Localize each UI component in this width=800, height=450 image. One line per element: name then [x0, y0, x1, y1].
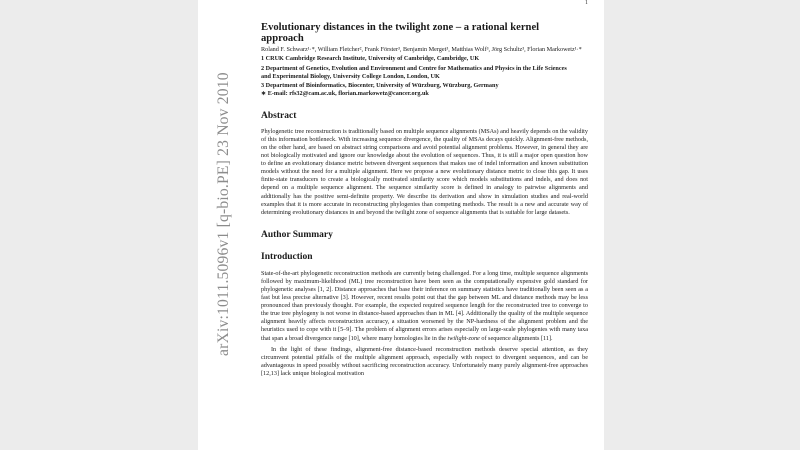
paper-content	[261, 22, 591, 378]
contact-email: ∗ E-mail: rfs32@cam.ac.uk, florian.markowetz@cancer.org.uk	[261, 90, 429, 98]
intro-p1-tail: of sequence alignments [11].	[479, 334, 553, 342]
abstract-heading: Abstract	[261, 110, 297, 121]
author-summary-heading: Author Summary	[261, 229, 333, 240]
intro-p1-text: State-of-the-art phylogenetic reconstruction methods are currently being challenged. For a long time, multiple sequence alignments followed by maximum-likelihood (ML) tree reconstruction have been seen as the computationally expensive gold standard for phylogenetic analyses [1, 2]. Distance approaches that base their inference on summary statistics have traditionally been seen as a fast but less precise alternative [3]. However, recent results point out that the gap between ML and distance methods may be less pronounced than previously thought. For example, the expected required sequence length for the reconstructed tree to converge to the true tree phylogeny is not worse in distance-based approaches than in ML [4]. Additionally the quality of the multiple sequence alignment heavily affects reconstruction accuracy, a situation worsened by the NP-hardness of the alignment problem and the heuristics used to cope with it [5–9]. The problem of alignment errors arises especially on large-scale phylogenies with many taxa that span a broad divergence range [10], where many homologies lie in the	[261, 269, 588, 342]
paper-title: Evolutionary distances in the twilight zone – a rational kernel approach	[261, 22, 540, 44]
intro-p1-italic: twilight-zone	[447, 334, 480, 342]
author-list: Roland F. Schwarz¹·*, William Fletcher², Frank Förster³, Benjamin Merget³, Matthias Wolf³, Jörg Schultz³, Florian Markowetz¹·*	[261, 46, 582, 53]
arxiv-identifier: arXiv:1011.5096v1 [q-bio.PE] 23 Nov 2010	[215, 72, 232, 356]
page-number: 1	[585, 0, 588, 6]
abstract-text: Phylogenetic tree reconstruction is traditionally based on multiple sequence alignments (MSAs) and heavily depends on the validity of this information bottleneck. With increasing sequence divergence, the quality of MSAs decays quickly. Alignment-free methods, on the other hand, are based on abstract string comparisons and avoid potential alignment problems. However, in general they are not biologically motivated and ignore our knowledge about the evolution of sequences. Thus, it is still a major open question how to define an evolutionary distance metric between divergent sequences that makes use of indel information and known substitution models without the need for a multiple alignment. Here we propose a new evolutionary distance metric to close this gap. It uses finite-state transducers to create a biologically motivated similarity score which models substitutions and indels, and does not depend on a multiple sequence alignment. The sequence similarity score is defined in analogy to pairwise alignments and additionally has the positive semi-definite property. We describe its derivation and show in simulation studies and real-world examples that it is more accurate in reconstructing phylogenies than competing methods. The result is a new and accurate way of determining evolutionary distances in and beyond the twilight zone of sequence alignments that is suitable for large datasets.	[261, 127, 588, 216]
introduction-heading: Introduction	[261, 251, 313, 262]
introduction-paragraph-1	[261, 270, 588, 343]
affiliation-1: 1 CRUK Cambridge Research Institute, University of Cambridge, Cambridge, UK	[261, 55, 480, 63]
affiliation-3: 3 Department of Bioinformatics, Biocenter, University of Würzburg, Würzburg, Germany	[261, 82, 499, 90]
affiliation-2: 2 Department of Genetics, Evolution and Environment and Centre for Mathematics and Physics in the Life Sciences and Experimental Biology, University College London, London, UK	[261, 64, 567, 80]
introduction-paragraph-2: In the light of these findings, alignment-free distance-based reconstruction methods deserve special attention, as they circumvent potential pitfalls of the multiple alignment approach, especially with respect to divergent sequences, and can be advantageous in speed possibly without sacrificing reconstruction accuracy. Unfortunately many purely alignment-free approaches [12,13] lack unique biological motivation	[261, 345, 588, 377]
